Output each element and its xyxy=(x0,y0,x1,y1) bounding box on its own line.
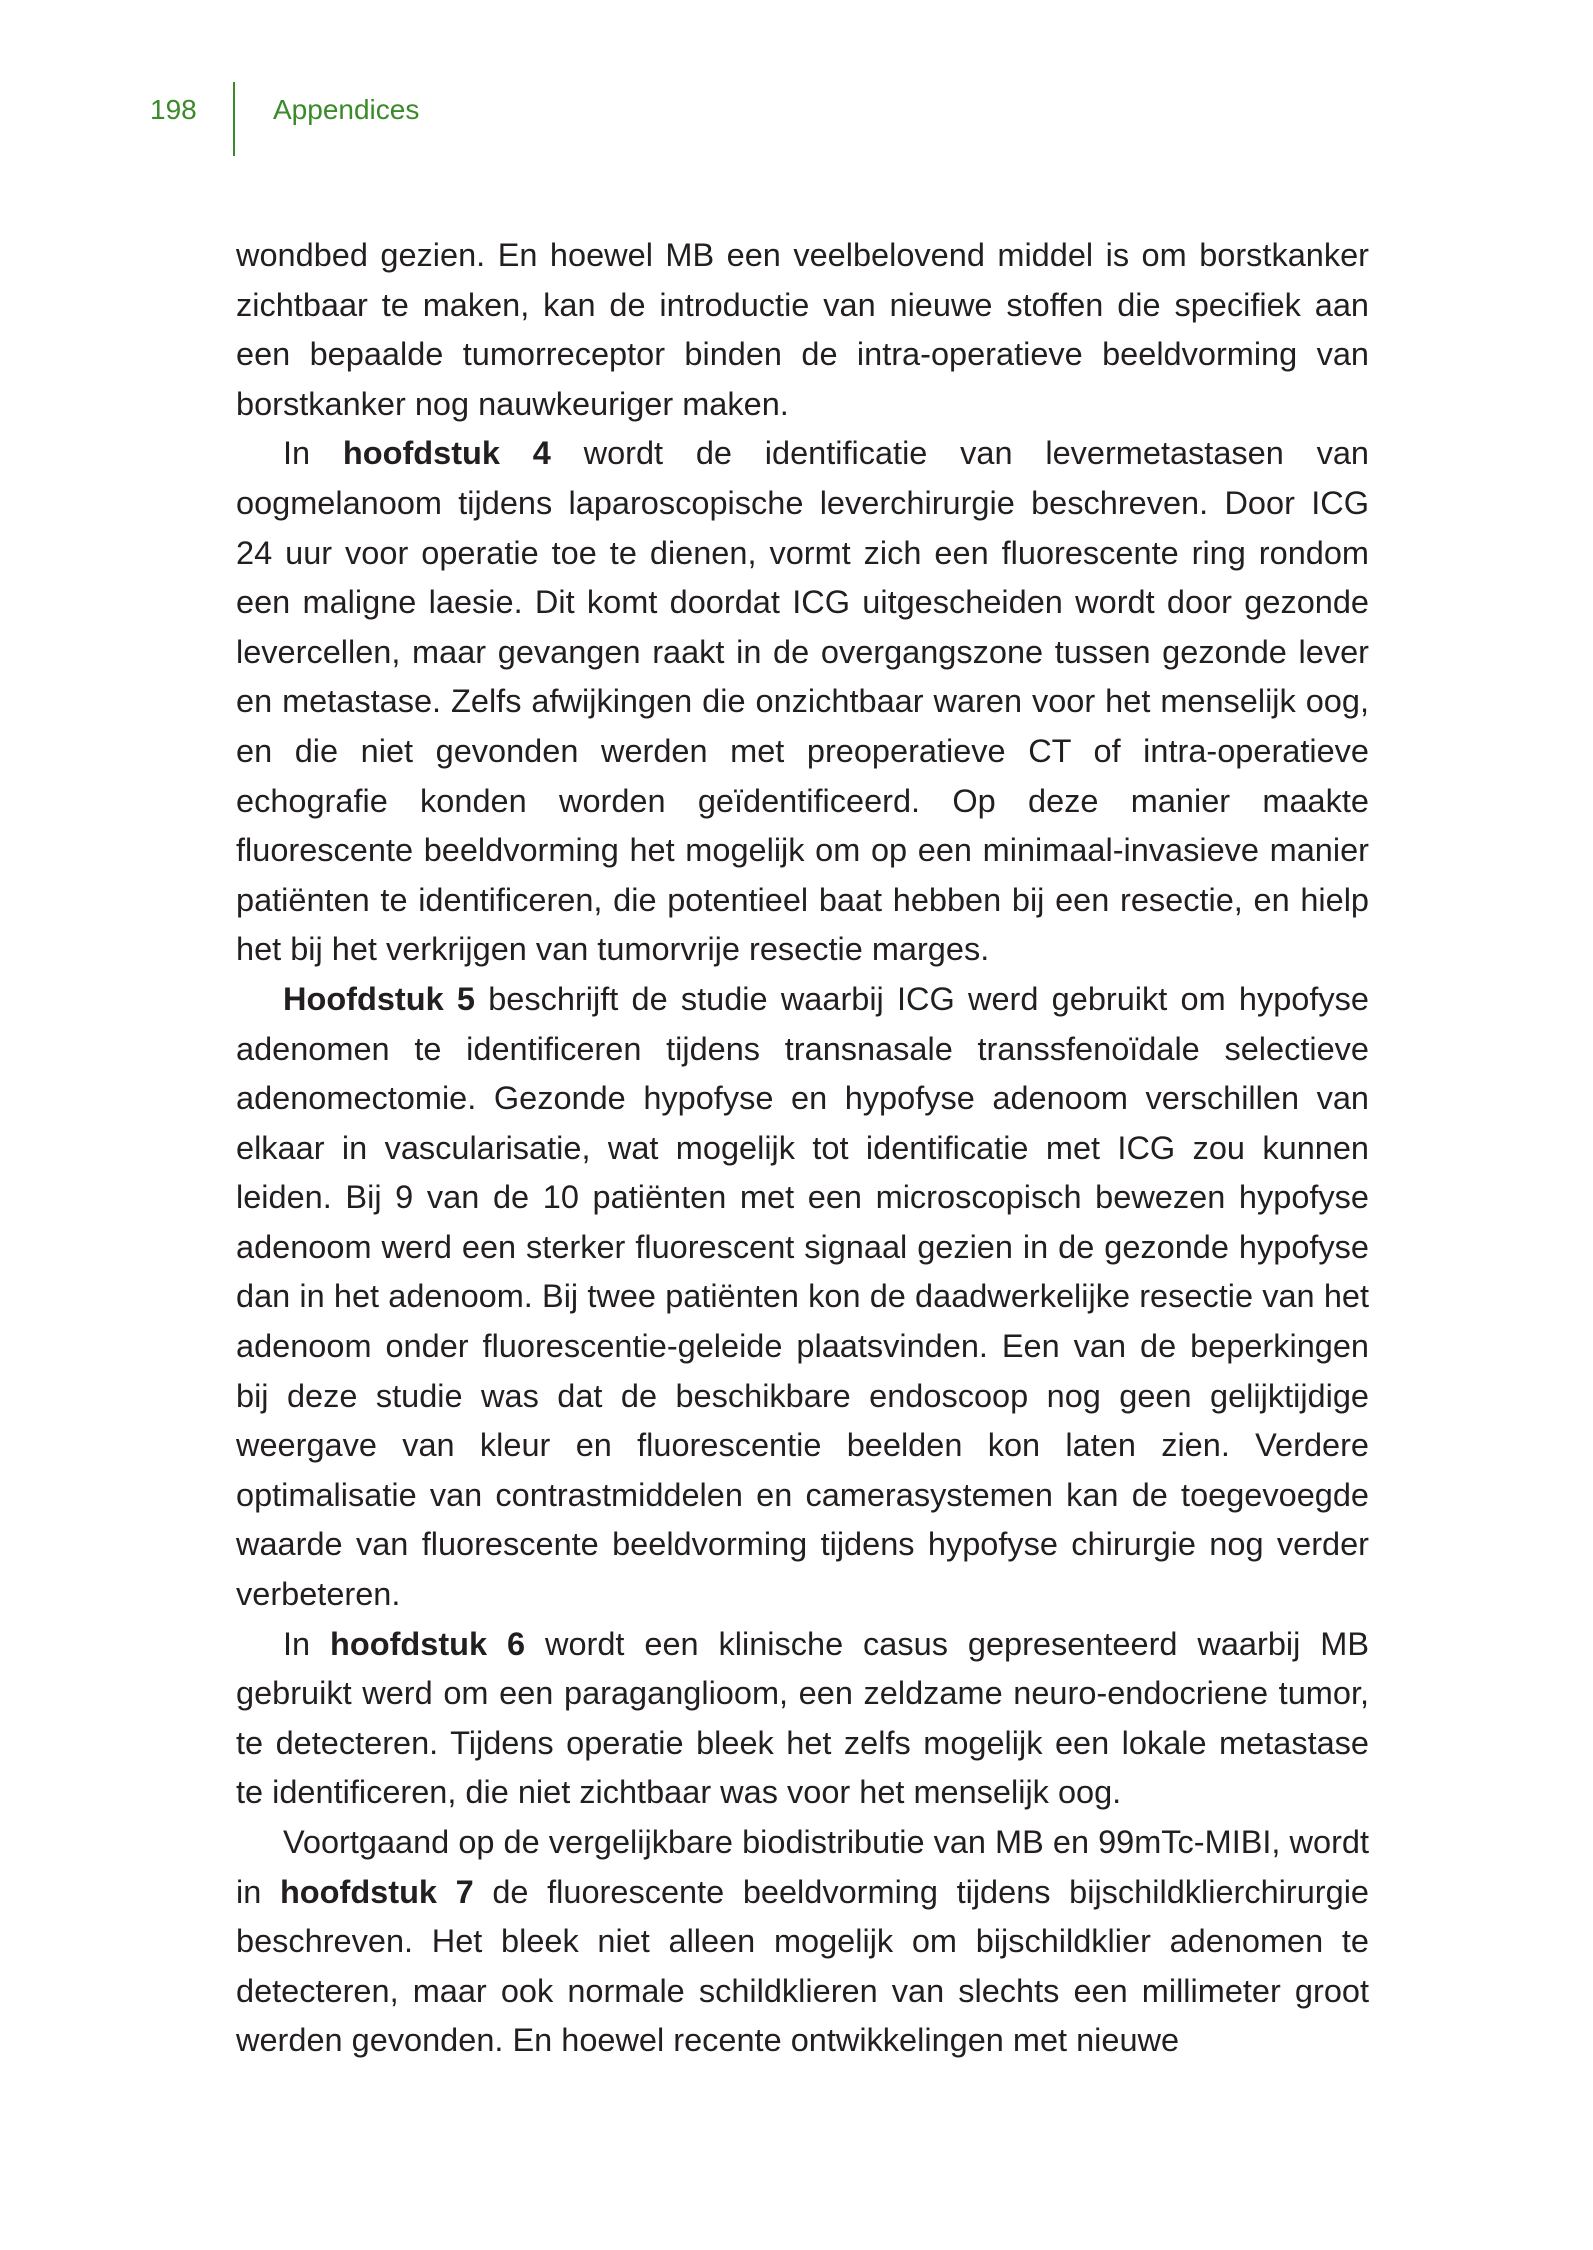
chapter-reference: hoofdstuk 6 xyxy=(330,1625,526,1662)
paragraph xyxy=(236,429,1369,975)
paragraph xyxy=(236,1620,1369,1818)
chapter-reference: hoofdstuk 7 xyxy=(279,1873,474,1910)
paragraph xyxy=(236,1818,1369,2066)
text-segment: beschrijft de studie waarbij ICG werd gebruikt om hypofyse adenomen te identificeren tijdens transnasale transsfenoïdale selectieve adenomectomie. Gezonde hypofyse en hypofyse adenoom verschillen van elkaar in vascularisatie, wat mogelijk tot identificatie met ICG zou kunnen leiden. Bij 9 van de 10 patiënten met een microscopisch bewezen hypofyse adenoom werd een sterker fluorescent signaal gezien in de gezonde hypofyse dan in het adenoom. Bij twee patiënten kon de daadwerkelijke resectie van het adenoom onder fluorescentie-geleide plaatsvinden. Een van de beperkingen bij deze studie was dat de beschikbare endoscoop nog geen gelijktijdige weergave van kleur en fluorescentie beelden kon laten zien. Verdere optimalisatie van contrastmiddelen en camerasystemen kan de toegevoegde waarde van fluorescente beeldvorming tijdens hypofyse chirurgie nog verder verbeteren. xyxy=(236,980,1369,1613)
text-segment: wordt de identificatie van levermetastasen van oogmelanoom tijdens laparoscopische leverchirurgie beschreven. Door ICG 24 uur voor operatie toe te dienen, vormt zich een fluorescente ring rondom een maligne laesie. Dit komt doordat ICG uitgescheiden wordt door gezonde levercellen, maar gevangen raakt in de overgangszone tussen gezonde lever en metastase. Zelfs afwijkingen die onzichtbaar waren voor het menselijk oog, en die niet gevonden werden met preoperatieve CT of intra-operatieve echografie konden worden geïdentificeerd. Op deze manier maakte fluorescente beeldvorming het mogelijk om op een minimaal-invasieve manier patiënten te identificeren, die potentieel baat hebben bij een resectie, en hielp het bij het verkrijgen van tumorvrije resectie marges. xyxy=(236,435,1369,968)
section-title: Appendices xyxy=(273,94,420,125)
text-segment: de fluorescente beeldvorming tijdens bijschildklierchirurgie beschreven. Het bleek niet alleen mogelijk om bijschildklier adenomen te detecteren, maar ook normale schildklieren van slechts een millimeter groot werden gevonden. En hoewel recente ontwikkelingen met nieuwe xyxy=(236,1873,1369,2059)
paragraph xyxy=(236,975,1369,1620)
chapter-reference: hoofdstuk 4 xyxy=(342,435,551,472)
text-segment: In xyxy=(283,1625,331,1662)
page-number: 198 xyxy=(150,94,197,125)
text-segment: wordt een klinische casus gepresenteerd waarbij MB gebruikt werd om een paraganglioom, een zeldzame neuro-endocriene tumor, te detecteren. Tijdens operatie bleek het zelfs mogelijk een lokale metastase te identificeren, die niet zichtbaar was voor het menselijk oog. xyxy=(236,1625,1370,1811)
chapter-reference: Hoofdstuk 5 xyxy=(283,980,475,1017)
text-segment: In xyxy=(283,435,343,472)
page-header xyxy=(0,0,1593,160)
body-text xyxy=(236,231,1369,2066)
paragraph xyxy=(236,231,1369,429)
text-segment: wondbed gezien. En hoewel MB een veelbelovend middel is om borstkanker zichtbaar te maken, kan de introductie van nieuwe stoffen die specifiek aan een bepaalde tumorreceptor binden de intra-operatieve beeldvorming van borstkanker nog nauwkeuriger maken. xyxy=(236,237,1369,422)
text-segment: Voortgaand op de vergelijkbare biodistributie van MB en 99mTc-MIBI, wordt in xyxy=(236,1824,1369,1910)
header-divider xyxy=(233,82,235,156)
